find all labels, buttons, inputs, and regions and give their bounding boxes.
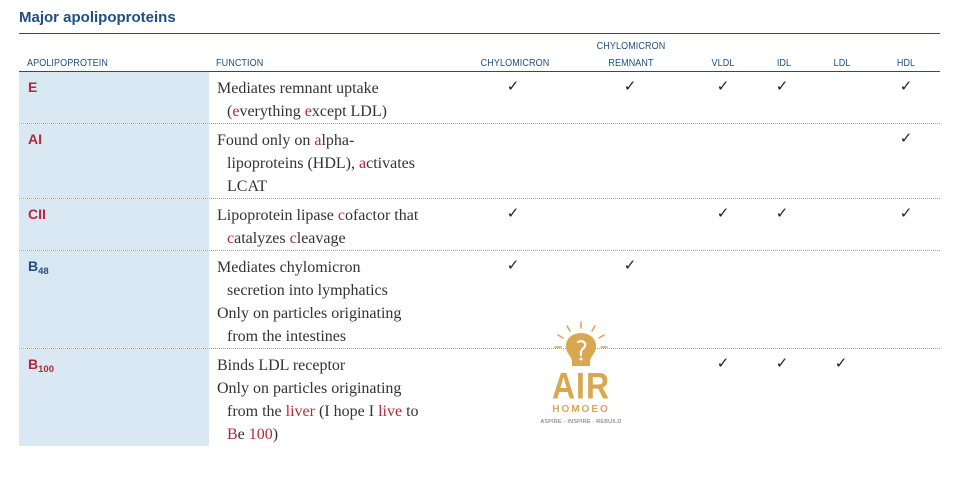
function-cell [217,354,477,446]
function-line: Only on particles originating [217,380,402,397]
table-row-b48 [19,251,940,348]
apolipoprotein-name: CII [28,206,46,222]
check-vldl: ✓ [716,77,730,95]
apolipoprotein-cell [19,72,209,123]
apolipoprotein-name: AI [28,131,42,147]
check-hdl: ✓ [899,129,913,147]
check-vldl: ✓ [716,204,730,222]
function-line: from the intestines [227,328,347,345]
logo-tagline: ASPIRE - INSPIRE - REBUILD [540,419,622,425]
subscript: 100 [38,364,54,375]
logo-text: AIR [551,365,611,407]
function-line: Be 100) [227,426,279,443]
function-line: Mediates chylomicron [217,259,361,276]
function-line: catalyzes cleavage [227,230,346,247]
apolipoprotein-name: $B_{48}$ [28,258,49,277]
check-chylomicron: ✓ [506,204,520,222]
function-line: from the liver (I hope I live to [227,403,419,420]
check-chylomicron: ✓ [506,77,520,95]
function-line: (everything except LDL) [227,103,387,120]
check-chylomicron: ✓ [506,256,520,274]
apolipoprotein-cell [19,124,209,198]
table-row-b100 [19,349,940,446]
check-idl: ✓ [775,354,789,372]
check-hdl: ✓ [899,204,913,222]
function-line: Found only on alpha- [217,132,355,149]
function-line: secretion into lymphatics [227,282,388,299]
logo-subtext: HOMOEO [552,404,610,415]
function-line: LCAT [227,178,267,195]
header-chylomicron: CHYLOMICRON [480,57,550,69]
check-chylomicron-remnant: ✓ [623,256,637,274]
check-hdl: ✓ [899,77,913,95]
function-line: lipoproteins (HDL), activates [227,155,415,172]
table-row-cii [19,199,940,250]
function-line: Lipoprotein lipase cofactor that [217,207,419,224]
function-cell [217,256,477,348]
check-ldl: ✓ [834,354,848,372]
lightbulb-head-icon [537,320,625,370]
header-idl: IDL [776,57,792,69]
table-row-ai [19,124,940,198]
check-idl: ✓ [775,204,789,222]
function-line: Binds LDL receptor [217,357,346,374]
header-chylomicron-remnant-line2: REMNANT [608,57,654,69]
table-title: Major apolipoproteins [19,9,176,26]
header-vldl: VLDL [711,57,735,69]
air-homoeo-logo [537,320,625,432]
apolipoprotein-name: E [28,79,38,95]
header-ldl: LDL [833,57,851,69]
function-cell [217,129,477,198]
function-cell [217,77,477,123]
title-divider [19,33,940,34]
apolipoprotein-name: $B_{100}$ [28,356,54,375]
header-apolipoprotein: APOLIPOPROTEIN [27,57,109,69]
header-function: FUNCTION [216,57,264,69]
function-cell [217,204,477,250]
apolipoprotein-cell [19,199,209,250]
function-line: Mediates remnant uptake [217,80,379,97]
subscript: 48 [38,266,49,277]
table-row-e [19,72,940,123]
check-chylomicron-remnant: ✓ [623,77,637,95]
header-chylomicron-remnant-line1: CHYLOMICRON [596,40,666,52]
check-idl: ✓ [775,77,789,95]
header-hdl: HDL [896,57,916,69]
function-line: Only on particles originating [217,305,402,322]
check-vldl: ✓ [716,354,730,372]
